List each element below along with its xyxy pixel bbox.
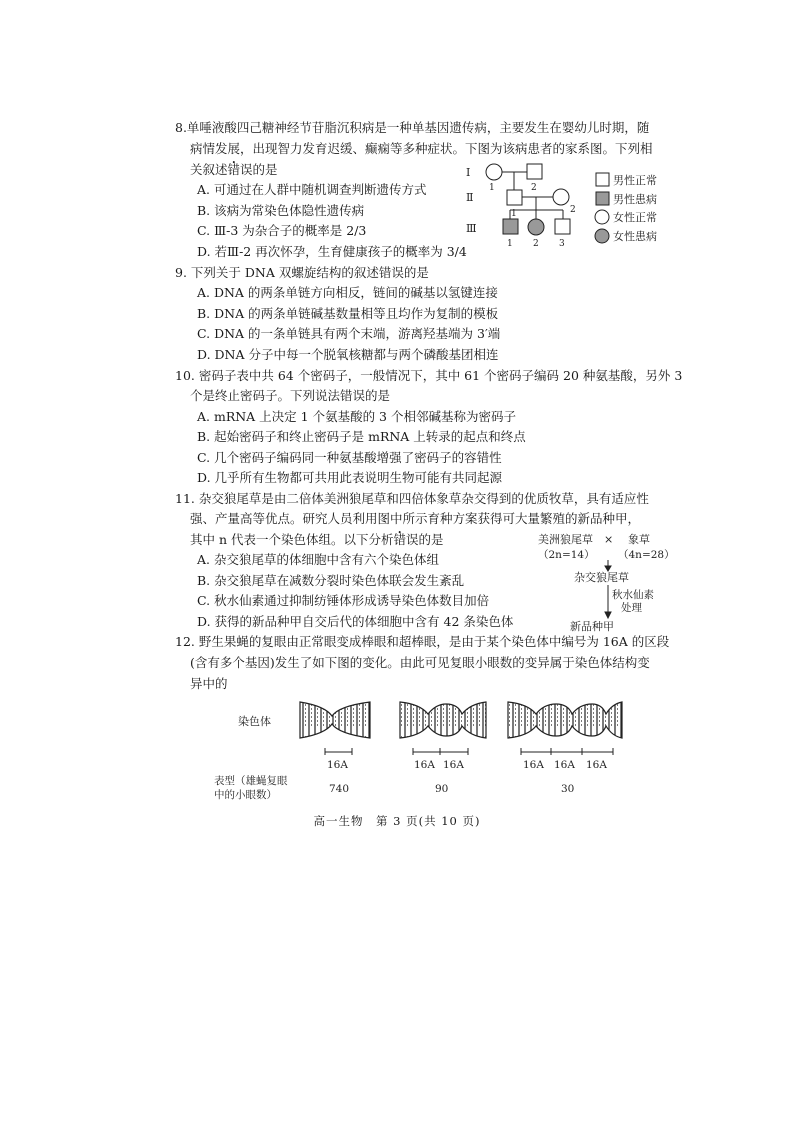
pedigree-I-2-num: 2	[531, 183, 537, 193]
q11-option-b: B. 杂交狼尾草在减数分裂时染色体联会发生紊乱	[197, 573, 465, 588]
q11-option-d: D. 获得的新品种甲自交后代的体细胞中含有 42 条染色体	[197, 614, 514, 629]
treatment-label-2: 处理	[621, 602, 642, 614]
q11-stem-line2: 强、产量高等优点。研究人员利用图中所示育种方案获得可大量繁殖的新品种甲，	[190, 511, 641, 526]
q9-stem: 9. 下列关于 DNA 双螺旋结构的叙述错误的是	[175, 265, 429, 280]
segment-label: 16A	[586, 759, 607, 771]
pedigree-I-1-num: 1	[489, 183, 495, 193]
q11-option-a: A. 杂交狼尾草的体细胞中含有六个染色体组	[197, 552, 439, 567]
q8-emphasis-char: 错	[227, 162, 241, 177]
segment-label: 16A	[523, 759, 544, 771]
q8-stem-line1: 8.单唾液酸四己糖神经节苷脂沉积病是一种单基因遗传病，主要发生在婴幼儿时期，随	[175, 120, 650, 135]
q10-stem-line2: 个是终止密码子。下列说法错误的是	[190, 388, 391, 403]
q10-stem-line1: 10. 密码子表中共 64 个密码子，一般情况下，其中 61 个密码子编码 20 种氨基酸，另外 3	[175, 368, 683, 383]
pedigree-II-1-male-normal	[507, 190, 522, 205]
chromosome-figure	[214, 692, 630, 802]
q8-option-a: A. 可通过在人群中随机调查判断遗传方式	[197, 182, 427, 197]
parent2-chromosomes: （4n=28）	[618, 549, 675, 561]
treatment-label-1: 秋水仙素	[612, 589, 654, 601]
breeding-scheme-diagram	[530, 530, 675, 633]
q8-option-c: C. Ⅲ-3 为杂合子的概率是 2/3	[197, 223, 367, 238]
product-name: 新品种甲	[570, 620, 614, 633]
legend-male-affected: 男性患病	[613, 193, 657, 206]
phenotype-label-line2: 中的小眼数）	[214, 789, 277, 801]
pedigree-gen-II: Ⅱ	[466, 191, 474, 204]
pedigree-III-2-num: 2	[533, 239, 539, 249]
legend-female-affected: 女性患病	[613, 230, 657, 243]
chromosome-ultra-bar	[508, 702, 622, 738]
q11-stem-text: 其中 n 代表一个染色体组。以下分析	[190, 532, 394, 547]
legend-female-normal-icon	[595, 210, 609, 224]
q8-stem-line2: 病情发展，出现智力发育迟缓、癫痫等多种症状。下图为该病患者的家系图。下列相	[190, 141, 653, 156]
pedigree-III-3-num: 3	[559, 239, 565, 249]
q12-stem-line2: (含有多个基因)发生了如下图的变化。由此可见复眼小眼数的变异属于染色体结构变	[190, 655, 650, 670]
parent2-name: 象草	[628, 533, 650, 546]
q8-stem-text-end: 误的是	[240, 162, 278, 177]
q10-option-a: A. mRNA 上决定 1 个氨基酸的 3 个相邻碱基称为密码子	[197, 409, 516, 424]
segment-label: 16A	[327, 759, 348, 771]
legend-male-affected-icon	[596, 192, 609, 205]
q11-stem-line1: 11. 杂交狼尾草是由二倍体美洲狼尾草和四倍体象草杂交得到的优质牧草，具有适应性	[175, 491, 649, 506]
legend-female-affected-icon	[595, 229, 609, 243]
ommatidia-count-normal: 740	[329, 783, 350, 795]
q9-option-a: A. DNA 的两条单链方向相反，链间的碱基以氢键连接	[197, 285, 498, 300]
legend-male-normal: 男性正常	[613, 174, 657, 187]
hybrid-name: 杂交狼尾草	[574, 571, 629, 584]
q8-stem-text: 关叙述	[190, 162, 228, 177]
chromosome-normal	[300, 702, 370, 738]
legend-female-normal: 女性正常	[613, 211, 657, 224]
pedigree-I-1-female-normal	[486, 164, 502, 180]
pedigree-gen-III: Ⅲ	[466, 222, 477, 235]
q10-option-b: B. 起始密码子和终止密码子是 mRNA 上转录的起点和终点	[197, 429, 526, 444]
pedigree-III-1-male-affected	[503, 219, 518, 234]
q12-stem-line3: 异中的	[190, 676, 228, 691]
pedigree-II-2-female-normal	[553, 189, 569, 205]
pedigree-I-2-male-normal	[527, 164, 542, 179]
pedigree-III-3-male-normal	[555, 219, 570, 234]
q11-option-c: C. 秋水仙素通过抑制纺锤体形成诱导染色体数目加倍	[197, 593, 490, 608]
q8-option-b: B. 该病为常染色体隐性遗传病	[197, 203, 365, 218]
q9-option-c: C. DNA 的一条单链具有两个末端，游离羟基端为 3′端	[197, 326, 501, 341]
parent1-chromosomes: （2n=14）	[538, 549, 595, 561]
pedigree-III-1-num: 1	[507, 239, 513, 249]
pedigree-gen-I: Ⅰ	[466, 166, 471, 179]
phenotype-label-line1: 表型（雄蝇复眼	[214, 775, 288, 787]
q8-stem-line3	[190, 160, 278, 180]
pedigree-chart	[460, 158, 670, 250]
pedigree-II-2-num: 2	[570, 205, 576, 215]
q9-option-b: B. DNA 的两条单链碱基数量相等且均作为复制的模板	[197, 306, 499, 321]
q11-emphasis-char: 错	[393, 532, 407, 547]
chromosome-bar-eye	[400, 702, 486, 738]
ommatidia-count-ultrabar: 30	[561, 783, 575, 795]
page-footer: 高一生物 第 3 页(共 10 页)	[313, 814, 481, 828]
q11-stem-line3	[190, 530, 444, 550]
arrow-down-icon	[605, 612, 611, 618]
segment-label: 16A	[554, 759, 575, 771]
ommatidia-count-bar: 90	[435, 783, 449, 795]
cross-symbol: ×	[604, 533, 614, 546]
parent1-name: 美洲狼尾草	[538, 533, 593, 546]
pedigree-II-1-num: 1	[511, 209, 517, 219]
chromosome-label: 染色体	[238, 715, 271, 728]
pedigree-III-2-female-affected	[528, 219, 544, 235]
segment-label: 16A	[414, 759, 435, 771]
q10-option-d: D. 几乎所有生物都可共用此表说明生物可能有共同起源	[197, 470, 503, 485]
q12-stem-line1: 12. 野生果蝇的复眼由正常眼变成棒眼和超棒眼，是由于某个染色体中编号为 16A 的区段	[175, 634, 670, 649]
q11-stem-text-end: 误的是	[406, 532, 444, 547]
legend-male-normal-icon	[596, 173, 609, 186]
q9-option-d: D. DNA 分子中每一个脱氧核糖都与两个磷酸基团相连	[197, 347, 499, 362]
segment-label: 16A	[443, 759, 464, 771]
q8-option-d: D. 若Ⅲ-2 再次怀孕，生育健康孩子的概率为 3/4	[197, 244, 467, 259]
q10-option-c: C. 几个密码子编码同一种氨基酸增强了密码子的容错性	[197, 450, 502, 465]
